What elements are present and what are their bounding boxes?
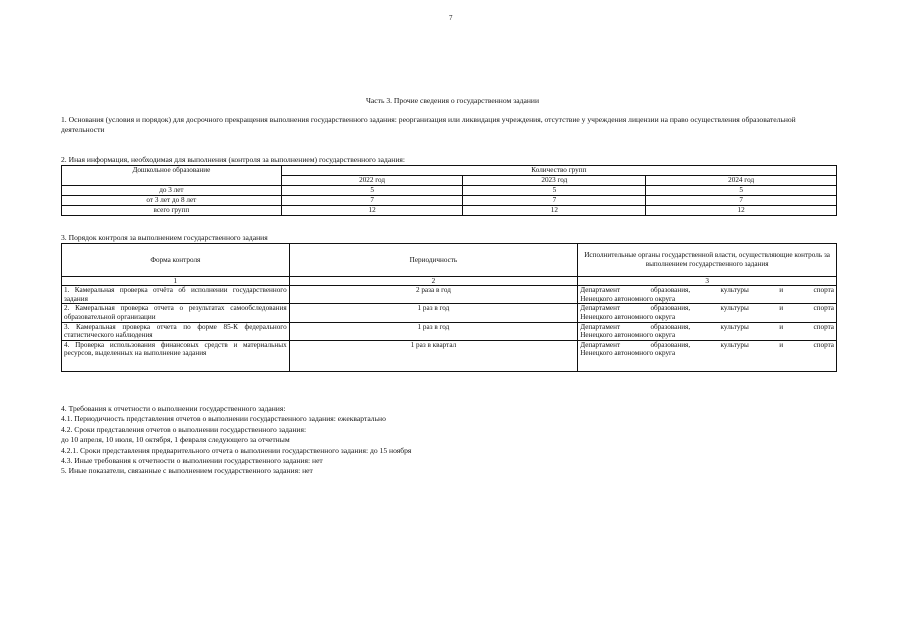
year-header: 2022 год: [281, 176, 463, 186]
organ-word: образования,: [650, 340, 691, 349]
organ-word: культуры: [720, 286, 749, 294]
table-row: [62, 196, 837, 206]
text-line: 4.2. Сроки представления отчетов о выполнении государственного задания:: [61, 424, 307, 434]
organ-word: спорта: [813, 322, 834, 331]
section-2-title: 2. Иная информация, необходимая для выполнения (контроля за выполнением) государственного задания:: [61, 155, 406, 164]
table-row: [62, 206, 837, 216]
control-form: 2. Камеральная проверка отчета о результатах самообследования образовательной организации: [62, 304, 290, 322]
groups-qty-header: Количество групп: [281, 166, 836, 176]
organ-word: культуры: [720, 340, 749, 349]
text-line: 5. Иные показатели, связанные с выполнением государственного задания: нет: [61, 466, 313, 476]
cell-value: 7: [646, 196, 837, 206]
cell-value: 12: [463, 206, 646, 216]
groups-col-label: Дошкольное образование: [62, 166, 282, 186]
row-label: всего групп: [62, 206, 282, 216]
table-row: [62, 322, 837, 340]
col-number: 1: [62, 277, 290, 286]
row-label: до 3 лет: [62, 186, 282, 196]
cell-value: 12: [646, 206, 837, 216]
row-label: от 3 лет до 8 лет: [62, 196, 282, 206]
control-period: 1 раз в год: [289, 322, 578, 340]
organ-word: спорта: [813, 304, 834, 313]
text-line: 4.2.1. Сроки представления предварительного отчета о выполнении государственного задания: до 15 ноября: [61, 445, 412, 455]
control-form: 3. Камеральная проверка отчета по форме 85-К федерального статистического наблюдения: [62, 322, 290, 340]
organ-word: спорта: [813, 286, 834, 294]
text-line: 4.1. Периодичность представления отчетов о выполнении государственного задания: ежеквартально: [61, 414, 386, 424]
organ-word: спорта: [813, 340, 834, 349]
control-form: 1. Камеральная проверка отчёта об исполнении государственного задания: [62, 286, 290, 304]
organ-line-2: Ненецкого автономного округа: [580, 294, 676, 303]
organ-word: Департамент: [580, 322, 621, 331]
cell-value: 7: [281, 196, 463, 206]
table-row: [62, 286, 837, 304]
section-1-text: 1. Основания (условия и порядок) для досрочного прекращения выполнения государственного задания: реорганизация или ликвидация учреждения, отсутствие у учреждения лицензии на право осуществления образовательной деятельности: [61, 115, 796, 135]
cell-value: 7: [463, 196, 646, 206]
organ-line-2: Ненецкого автономного округа: [580, 312, 676, 321]
organ-word: культуры: [720, 322, 749, 331]
year-header: 2024 год: [646, 176, 837, 186]
col-number: 2: [289, 277, 578, 286]
cell-value: 5: [281, 186, 463, 196]
organ-word: и: [779, 286, 784, 294]
control-organ: [578, 286, 837, 304]
table-row: [62, 304, 837, 322]
organ-word: образования,: [650, 322, 691, 331]
cell-value: 5: [646, 186, 837, 196]
organ-word: и: [779, 304, 784, 313]
col-number: 3: [578, 277, 837, 286]
year-header: 2023 год: [463, 176, 646, 186]
control-form: 4. Проверка использования финансовых средств и материальных ресурсов, выделенных на выполнение задания: [62, 340, 290, 371]
organ-word: культуры: [720, 304, 749, 313]
organ-word: образования,: [650, 304, 691, 313]
control-organ: [578, 322, 837, 340]
table-row: [62, 340, 837, 371]
cell-value: 12: [281, 206, 463, 216]
section-3-title: 3. Порядок контроля за выполнением государственного задания: [61, 233, 268, 242]
table-row: [62, 186, 837, 196]
organ-word: Департамент: [580, 286, 621, 294]
part-title: Часть 3. Прочие сведения о государственном задании: [365, 96, 540, 105]
page-number: 7: [449, 14, 453, 22]
header-period: Периодичность: [289, 244, 578, 277]
text-line: 4. Требования к отчетности о выполнении государственного задания:: [61, 404, 286, 413]
reporting-requirements: [61, 404, 411, 477]
control-period: 2 раза в год: [289, 286, 578, 304]
organ-word: и: [779, 322, 784, 331]
header-organ: Исполнительные органы государственной власти, осуществляющие контроль за выполнением государственного задания: [578, 244, 837, 277]
control-organ: [578, 304, 837, 322]
organ-line-2: Ненецкого автономного округа: [580, 331, 676, 340]
organ-word: Департамент: [580, 304, 621, 313]
control-organ: [578, 340, 837, 371]
header-form: Форма контроля: [62, 244, 290, 277]
control-period: 1 раз в квартал: [289, 340, 578, 371]
text-line: до 10 апреля, 10 июля, 10 октября, 1 февраля следующего за отчетным: [61, 435, 290, 445]
organ-line-2: Ненецкого автономного округа: [580, 349, 676, 358]
control-period: 1 раз в год: [289, 304, 578, 322]
organ-word: и: [779, 340, 784, 349]
cell-value: 5: [463, 186, 646, 196]
groups-table: [61, 165, 837, 216]
organ-word: Департамент: [580, 340, 621, 349]
text-line: 4.3. Иные требования к отчетности о выполнении государственного задания: нет: [61, 456, 323, 466]
organ-word: образования,: [650, 286, 691, 294]
control-table: [61, 243, 837, 372]
